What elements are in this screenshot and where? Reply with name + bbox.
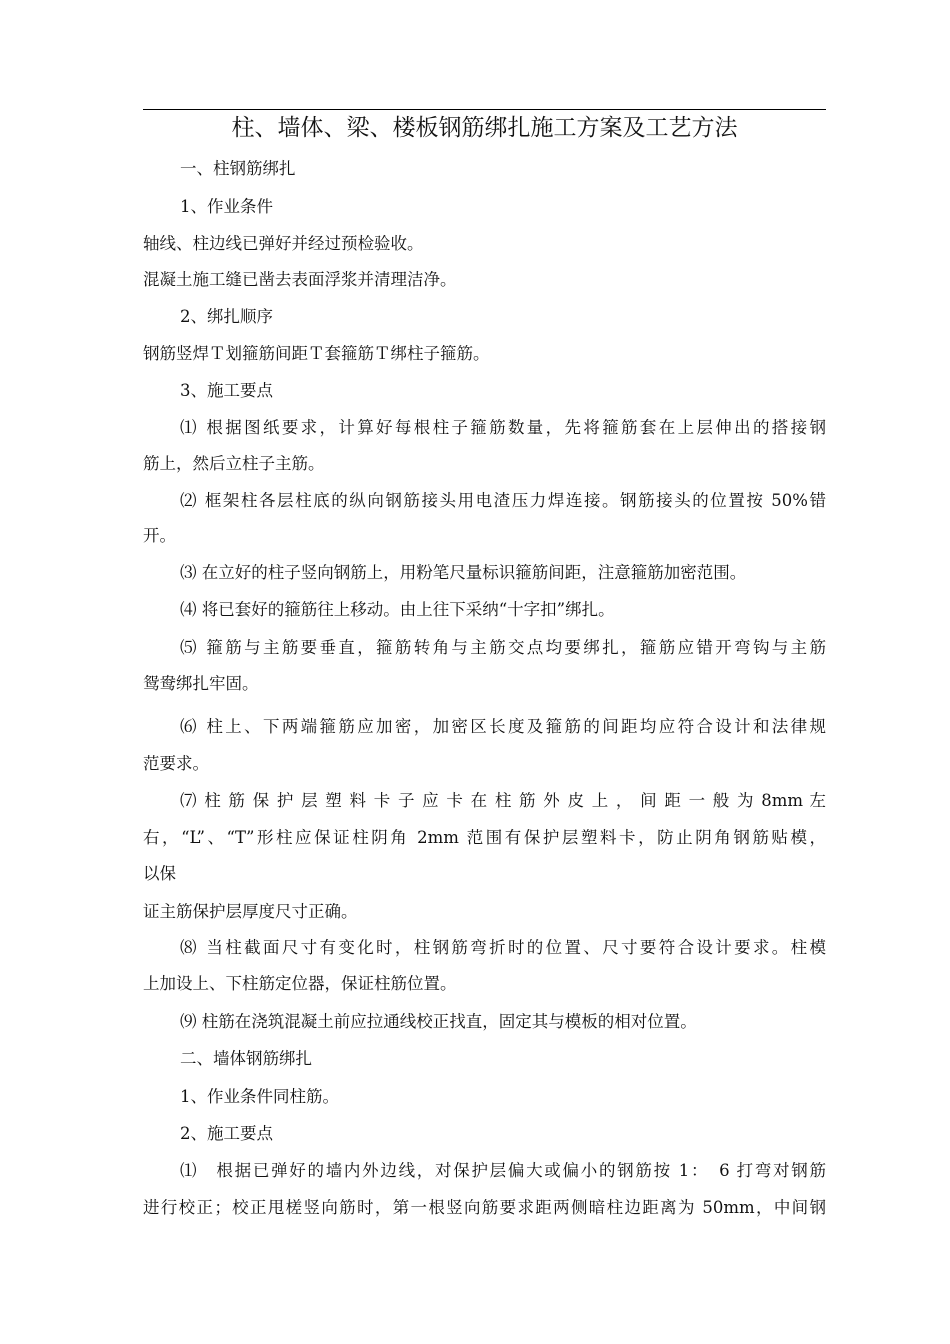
paragraph-line: ⑴ 根据图纸要求，计算好每根柱子箍筋数量，先将箍筋套在上层伸出的搭接钢: [180, 418, 826, 437]
paragraph-line: 右，“L”、“T”形柱应保证柱阴角 2mm 范围有保护层塑料卡，防止阴角钢筋贴模，: [143, 828, 826, 847]
paragraph-line: 以保: [143, 864, 176, 883]
paragraph-line: ⑹ 柱上、下两端箍筋应加密，加密区长度及箍筋的间距均应符合设计和法律规: [180, 717, 826, 736]
section-heading: 二、墙体钢筋绑扎: [180, 1049, 312, 1068]
paragraph-line: 筋上，然后立柱子主筋。: [143, 454, 325, 473]
paragraph-line: 证主筋保护层厚度尺寸正确。: [143, 902, 358, 921]
page-title: 柱、墙体、梁、楼板钢筋绑扎施工方案及工艺方法: [231, 115, 738, 141]
paragraph-line: ⑸ 箍筋与主筋要垂直，箍筋转角与主筋交点均要绑扎，箍筋应错开弯钩与主筋: [180, 638, 826, 657]
paragraph-line: 混凝土施工缝已凿去表面浮浆并清理洁净。: [143, 270, 457, 289]
subsection-heading: 2、施工要点: [180, 1124, 273, 1143]
paragraph-line: 范要求。: [143, 754, 209, 773]
section-heading: 一、柱钢筋绑扎: [180, 159, 296, 178]
paragraph-line: 进行校正；校正甩槎竖向筋时，第一根竖向筋要求距两侧暗柱边距离为 50mm，中间钢: [143, 1198, 826, 1217]
subsection-heading: 1、作业条件: [180, 197, 273, 216]
paragraph-line: 上加设上、下柱筋定位器，保证柱筋位置。: [143, 974, 457, 993]
paragraph-line: ⑴ 根据已弹好的墙内外边线，对保护层偏大或偏小的钢筋按 1： 6 打弯对钢筋: [180, 1161, 826, 1180]
subsection-heading: 1、作业条件同柱筋。: [180, 1087, 339, 1106]
subsection-heading: 3、施工要点: [180, 381, 273, 400]
paragraph-line: 钢筋竖焊Ｔ划箍筋间距Ｔ套箍筋Ｔ绑柱子箍筋。: [143, 344, 490, 363]
subsection-heading: 2、绑扎顺序: [180, 307, 273, 326]
paragraph-line: 鸳鸯绑扎牢固。: [143, 674, 259, 693]
paragraph-line: ⑼ 柱筋在浇筑混凝土前应拉通线校正找直，固定其与模板的相对位置。: [180, 1012, 697, 1031]
paragraph-line: 开。: [143, 526, 176, 545]
paragraph-line: ⑵ 框架柱各层柱底的纵向钢筋接头用电渣压力焊连接。钢筋接头的位置按 50%错: [180, 491, 826, 510]
paragraph-line: 轴线、柱边线已弹好并经过预检验收。: [143, 234, 424, 253]
header-rule: [143, 109, 826, 110]
paragraph-line: ⑺ 柱 筋 保 护 层 塑 料 卡 子 应 卡 在 柱 筋 外 皮 上 ， 间 距 一 般 为 8mm 左: [180, 791, 826, 810]
paragraph-line: ⑶ 在立好的柱子竖向钢筋上，用粉笔尺量标识箍筋间距，注意箍筋加密范围。: [180, 563, 747, 582]
paragraph-line: ⑷ 将已套好的箍筋往上移动。由上往下采纳“十字扣”绑扎。: [180, 600, 615, 619]
paragraph-line: ⑻ 当柱截面尺寸有变化时，柱钢筋弯折时的位置、尺寸要符合设计要求。柱模: [180, 938, 826, 957]
